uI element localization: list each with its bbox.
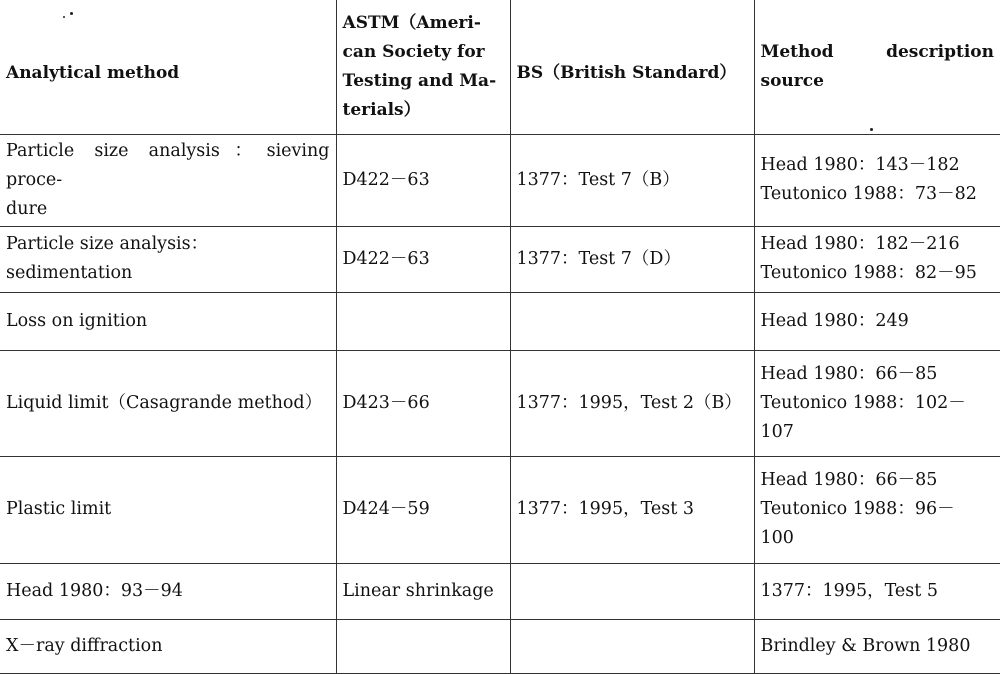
- cell-bs: 1377：1995，Test 3: [510, 456, 754, 563]
- cell-source: [754, 456, 1000, 563]
- cell-source: [754, 350, 1000, 456]
- source-line: Head 1980：66－85: [760, 470, 938, 490]
- cell-astm: Linear shrinkage: [336, 563, 510, 619]
- cell-analytical-method: X－ray diffraction: [0, 619, 336, 673]
- table-row: [0, 226, 1000, 292]
- source-line: Head 1980：143－182: [760, 155, 960, 175]
- header-astm: [336, 0, 510, 134]
- cell-source: [754, 292, 1000, 350]
- cell-bs: 1377：Test 7（B）: [510, 134, 754, 226]
- table-row: [0, 619, 1000, 673]
- method-text-line: dure: [6, 198, 48, 219]
- table-row: [0, 292, 1000, 350]
- header-row: [0, 0, 1000, 134]
- scan-speck: [870, 128, 873, 131]
- cell-analytical-method: [0, 134, 336, 226]
- header-astm-line: Testing and Ma-: [342, 70, 497, 91]
- source-line: 100: [760, 528, 794, 548]
- table-row: [0, 134, 1000, 226]
- source-line: 1377：1995，Test 5: [760, 580, 938, 601]
- cell-analytical-method: Loss on ignition: [0, 292, 336, 350]
- source-line: Teutonico 1988：73－82: [760, 184, 977, 204]
- cell-bs: [510, 563, 754, 619]
- header-astm-line: terials）: [342, 99, 421, 120]
- table-row: [0, 456, 1000, 563]
- header-method-description-source: [754, 0, 1000, 134]
- cell-source: [754, 619, 1000, 673]
- cell-astm: [336, 619, 510, 673]
- cell-astm: [336, 292, 510, 350]
- cell-analytical-method: Liquid limit（Casagrande method）: [0, 350, 336, 456]
- cell-source: [754, 134, 1000, 226]
- table-row: [0, 350, 1000, 456]
- header-bs: BS（British Standard）: [510, 0, 754, 134]
- header-analytical-method: Analytical method: [0, 0, 336, 134]
- scan-speck: [70, 12, 73, 15]
- cell-astm: D422－63: [336, 134, 510, 226]
- cell-astm: D423－66: [336, 350, 510, 456]
- scan-speck: [63, 16, 65, 18]
- source-line: Head 1980：182－216: [760, 234, 960, 254]
- cell-astm: D424－59: [336, 456, 510, 563]
- source-line: Head 1980：66－85: [760, 363, 938, 384]
- cell-bs: [510, 619, 754, 673]
- cell-analytical-method: Particle size analysis：sedimentation: [0, 226, 336, 292]
- source-line: Teutonico 1988：82－95: [760, 263, 977, 283]
- header-method-line: [761, 38, 995, 67]
- method-text-line: Particle size analysis：sieving proce-: [6, 140, 330, 190]
- cell-bs: 1377：1995，Test 2（B）: [510, 350, 754, 456]
- cell-analytical-method: Plastic limit: [0, 456, 336, 563]
- header-astm-line: ASTM（Ameri-: [342, 12, 481, 33]
- cell-bs: [510, 292, 754, 350]
- table-row: [0, 563, 1000, 619]
- cell-bs: 1377：Test 7（D）: [510, 226, 754, 292]
- source-line: Head 1980：249: [760, 310, 909, 331]
- header-astm-line: can Society for: [342, 41, 485, 62]
- cell-source: [754, 563, 1000, 619]
- source-line: 107: [760, 421, 794, 442]
- cell-astm: D422－63: [336, 226, 510, 292]
- source-line: Teutonico 1988：96－: [760, 499, 955, 519]
- source-line: Brindley & Brown 1980: [760, 635, 971, 656]
- source-line: Teutonico 1988：102－: [760, 392, 966, 413]
- header-description-word: description: [886, 41, 994, 62]
- header-method-word: Method: [760, 41, 834, 62]
- cell-source: [754, 226, 1000, 292]
- header-source-word: source: [760, 70, 824, 91]
- cell-analytical-method: Head 1980：93－94: [0, 563, 336, 619]
